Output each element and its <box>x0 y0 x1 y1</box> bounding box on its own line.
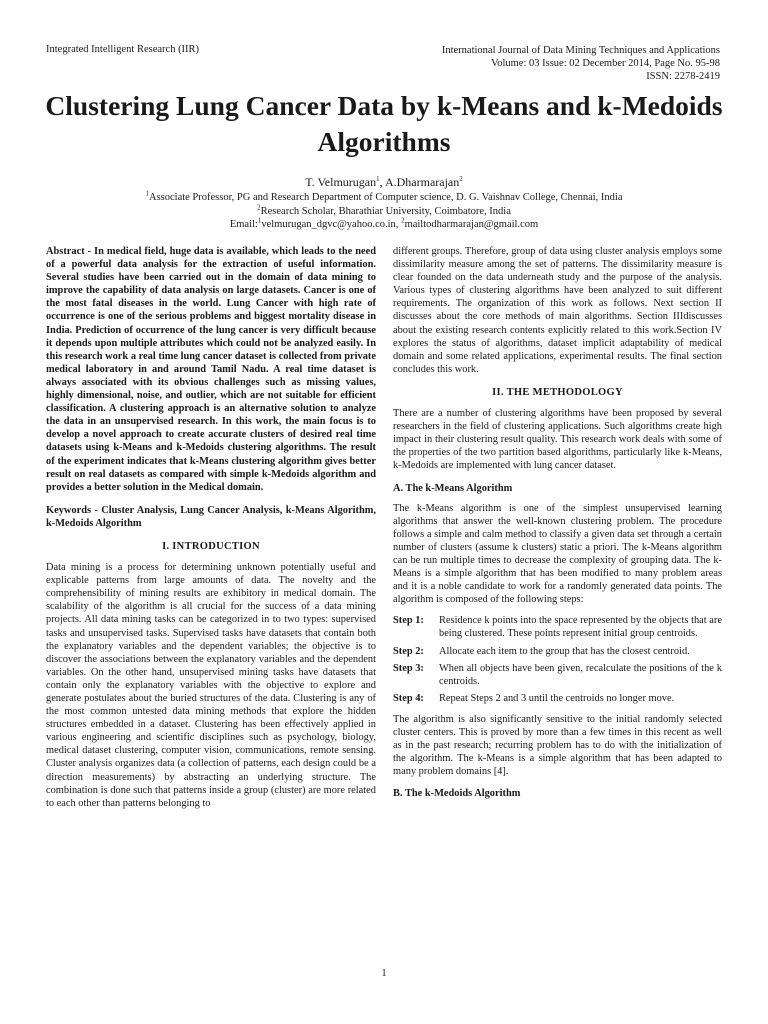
introduction-text: Data mining is a process for determining unknown potentially useful and explicable patterns from large amounts of data. The novelty and the comprehensibility of mining results are exhibitory in medical domain. The scalability of the algorithm is all crucial for the success of a data mining projects. All data mining tasks can be categorized in to two types: supervised tasks and unsupervised tasks. Supervised tasks have datasets that contain both the explanatory variables and the dependent variables; the objective is to discover the associations between the explanatory variables and the dependent variables. On the other hand, unsupervised mining tasks have datasets that contain only the explanatory variables with the objective to explore and generate postulates about the buried structures of the data. Clustering is any of the most common untested data mining methods that explore the hidden structures embedded in a dataset. Clustering has been effectively applied in various engineering and scientific disciplines such as psychology, biology, medical dataset clustering, computer vision, communications, remote sensing. Cluster analysis organizes data (a collection of patterns, each design could be a direction measurements) by abstracting an underlying structure. The combination is done such that patterns inside a group (cluster) are more related to each other than patterns belonging to <box>46 562 376 809</box>
email-label: Email: <box>229 219 258 230</box>
journal-name: International Journal of Data Mining Techniques and Applications <box>441 45 720 56</box>
affiliations <box>0 191 768 232</box>
step-item <box>393 692 722 705</box>
affiliation-1-text: Associate Professor, PG and Research Department of Computer science, D. G. Vaishnav College, Chennai, India <box>148 192 623 203</box>
section-2-heading: II. THE METHODOLOGY <box>492 386 623 398</box>
affiliation-2-text: Research Scholar, Bharathiar University, Coimbatore, India <box>260 205 511 217</box>
step-text: Repeat Steps 2 and 3 until the centroids no longer move. <box>439 692 675 704</box>
email-2-mark: 2 <box>401 216 405 225</box>
introduction-continuation: different groups. Therefore, group of data using cluster analysis employs some dissimilarity measure among the set of patterns. The dissimilarity measure is clear founded on the data underneath study and the purpose of the analysis. Various types of clustering algorithms have been analyzed to suit different requirements. The organization of this work as follows. Next section II discusses about the core methods of main algorithms. Section IIIdiscusses about the existing research contents explicitly related to this work.Section IV explores the status of algorithms, dataset implicit adaptability of medical domain and some related applications, experimental results. The final section concludes this work. <box>393 246 722 375</box>
step-label: Step 3: <box>393 662 424 674</box>
page-number: 1 <box>381 968 387 979</box>
abstract: Abstract - In medical field, huge data is available, which leads to the need of a powerful data analysis for the extraction of useful information. Several studies have been carried out in the domain of data mining to improve the capability of data analysis on large datasets. Cancer is one of the most fatal diseases in the world. Lung Cancer with high rate of occurrence is one of the serious problems and biggest mortality disease in India. Prediction of occurrence of the lung cancer is very difficult because it depends upon multiple attributes which could not be analyzed easily. In this research work a real time lung cancer dataset is collected from private medical laboratory in and around Tamil Nadu. A real time dataset is always associated with its obvious challenges such as missing values, highly dimensional, noise, and outlier, which are not suitable for efficient classification. A clustering approach is an alternative solution to analyze the data in an unsupervised research. In this work, the main focus is to develop a novel approach to create accurate clusters of desired real time datasets using k-Means and k-Medoids clustering algorithms. The result of the experiment indicates that k-Means clustering algorithm gives better result on real datasets as compared with simple k-Medoids algorithm and provides a better solution in the Medical domain. <box>46 246 376 493</box>
author-2-mark: 2 <box>459 175 463 183</box>
step-item <box>393 614 722 640</box>
step-label: Step 1: <box>393 615 424 627</box>
step-text: When all objects have been given, recalculate the positions of the k centroids. <box>439 662 722 687</box>
right-column <box>393 245 722 807</box>
email-1[interactable]: velmurugan_dgvc@yahoo.co.in, <box>261 219 402 230</box>
author-separator: , <box>379 175 385 189</box>
author-2: A.Dharmarajan <box>384 175 460 189</box>
author-1: T. Velmurugan <box>305 175 377 189</box>
methodology-text: There are a number of clustering algorithms have been proposed by several researchers in the field of clustering applications. Such algorithms create high impact in their clustering result quality. This research work deals with some of the properties of the two partition based algorithms, particularly like k-Means, k-Medoids are implemented with lung cancer dataset. <box>393 408 722 472</box>
kmeans-text: The k-Means algorithm is one of the simplest unsupervised learning algorithms that answer the well-known clustering problem. The procedure follows a simple and calm method to classify a given data set through a certain number of clusters (assume k clusters) static a priori. The k-Means algorithm can be run multiple times to decrease the complexity of grouping data. The k-Means is a simple algorithm that has been modified to many problem areas and it is a noble candidate to work for a randomly generated data points. The algorithm is composed of the following steps: <box>393 502 722 606</box>
step-item <box>393 662 722 688</box>
journal-publisher: Integrated Intelligent Research (IIR) <box>46 44 200 55</box>
step-label: Step 2: <box>393 645 424 657</box>
kmeans-sensitivity-text: The algorithm is also significantly sensitive to the initial randomly selected cluster centers. This is proved by more than a few times in this recent as well as in the past research; recurring problem has to do with the initialization of the algorithm. The k-Means is a simple algorithm that has been adapted to many problem domains [4]. <box>393 713 722 778</box>
affiliation-2-mark: 2 <box>257 203 261 211</box>
left-column <box>46 245 376 810</box>
subsection-a-heading: A. The k-Means Algorithm <box>393 482 513 494</box>
affiliation-1-mark: 1 <box>145 189 149 198</box>
affiliation-2 <box>0 205 768 219</box>
email-1-mark: 1 <box>257 216 262 225</box>
email-2[interactable]: mailtodharmarajan@gmail.com <box>404 219 539 230</box>
subsection-b-heading: B. The k-Medoids Algorithm <box>393 788 521 800</box>
section-1-heading: I. INTRODUCTION <box>162 540 260 552</box>
issn: ISSN: 2278-2419 <box>646 71 720 82</box>
keywords: Keywords - Cluster Analysis, Lung Cancer Analysis, k-Means Algorithm, k-Medoids Algorithm <box>46 504 376 529</box>
paper-title: Clustering Lung Cancer Data by k-Means and k-Medoids Algorithms <box>45 90 723 157</box>
journal-info <box>442 44 720 83</box>
step-list <box>393 614 722 705</box>
step-text: Residence k points into the space represented by the objects that are being clustered. These points represent initial group centroids. <box>439 615 722 640</box>
affiliation-1 <box>0 191 768 205</box>
step-item <box>393 645 722 658</box>
step-label: Step 4: <box>393 692 424 704</box>
email-line <box>0 218 768 232</box>
author-1-mark: 1 <box>376 175 380 183</box>
step-text: Allocate each item to the group that has the closest centroid. <box>439 645 690 657</box>
volume-issue: Volume: 03 Issue: 02 December 2014, Page No. 95-98 <box>490 58 720 69</box>
author-list <box>0 175 768 190</box>
